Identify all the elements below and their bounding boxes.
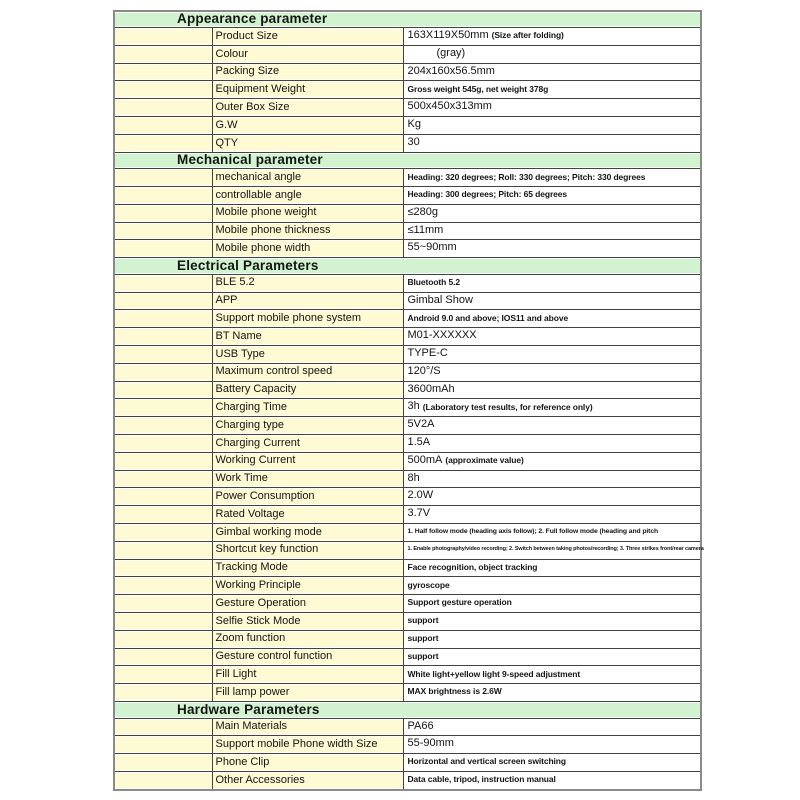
row-value-note: (approximate value) — [445, 455, 524, 466]
spec-row — [114, 435, 701, 453]
row-spacer-cell — [114, 45, 212, 63]
row-value-cell — [403, 292, 701, 310]
row-label: Other Accessories — [212, 771, 403, 789]
spec-table — [113, 10, 702, 791]
row-value-cell — [403, 363, 701, 381]
row-label: BLE 5.2 — [212, 274, 403, 292]
row-label: Power Consumption — [212, 488, 403, 506]
row-value-cell — [403, 612, 701, 630]
row-value: Horizontal and vertical screen switching — [407, 756, 566, 767]
spec-row — [114, 648, 701, 666]
row-spacer-cell — [114, 81, 212, 99]
row-value: Bluetooth 5.2 — [407, 277, 461, 288]
row-label: Product Size — [212, 28, 403, 46]
row-value: 3.7V — [407, 507, 431, 520]
row-label: Gimbal working mode — [212, 524, 403, 542]
row-value: Heading: 300 degrees; Pitch: 65 degrees — [407, 189, 568, 200]
row-spacer-cell — [114, 363, 212, 381]
spec-row — [114, 524, 701, 542]
row-value: White light+yellow light 9-speed adjustment — [407, 668, 581, 679]
row-value: (gray) — [436, 46, 466, 59]
row-spacer-cell — [114, 117, 212, 135]
row-label: G.W — [212, 117, 403, 135]
row-value-cell — [403, 346, 701, 364]
row-spacer-cell — [114, 559, 212, 577]
row-value-cell — [403, 399, 701, 417]
row-value: 500x450x313mm — [407, 100, 492, 113]
row-spacer-cell — [114, 63, 212, 81]
spec-row — [114, 754, 701, 772]
row-spacer-cell — [114, 240, 212, 258]
row-label: Colour — [212, 45, 403, 63]
row-value: 5V2A — [407, 418, 435, 431]
row-value: support — [407, 650, 439, 661]
row-label: Packing Size — [212, 63, 403, 81]
row-value: 120°/S — [407, 364, 441, 377]
row-value-note: (Laboratory test results, for reference only) — [422, 401, 593, 412]
spec-row — [114, 134, 701, 152]
row-spacer-cell — [114, 754, 212, 772]
row-value-cell — [403, 99, 701, 117]
row-spacer-cell — [114, 684, 212, 702]
row-value-cell — [403, 771, 701, 789]
row-label: Charging type — [212, 417, 403, 435]
row-spacer-cell — [114, 346, 212, 364]
row-value: 1.5A — [407, 436, 431, 448]
row-value-cell — [403, 187, 701, 205]
row-spacer-cell — [114, 417, 212, 435]
row-label: Selfie Stick Mode — [212, 612, 403, 630]
row-label: Shortcut key function — [212, 541, 403, 559]
row-value-cell — [403, 630, 701, 648]
spec-row — [114, 417, 701, 435]
row-spacer-cell — [114, 381, 212, 399]
row-value: Face recognition, object tracking — [407, 561, 538, 572]
row-label: Phone Clip — [212, 754, 403, 772]
row-spacer-cell — [114, 470, 212, 488]
row-label: Tracking Mode — [212, 559, 403, 577]
row-spacer-cell — [114, 274, 212, 292]
row-value: 30 — [407, 135, 420, 148]
row-spacer-cell — [114, 399, 212, 417]
section-title: Mechanical parameter — [114, 152, 701, 169]
row-label: Rated Voltage — [212, 506, 403, 524]
row-value-cell — [403, 310, 701, 328]
row-value-cell — [403, 45, 701, 63]
row-value: 8h — [407, 471, 420, 484]
row-spacer-cell — [114, 488, 212, 506]
row-value-cell — [403, 274, 701, 292]
spec-row — [114, 506, 701, 524]
row-label: BT Name — [212, 328, 403, 346]
row-spacer-cell — [114, 736, 212, 754]
spec-row — [114, 630, 701, 648]
row-spacer-cell — [114, 222, 212, 240]
row-value: Gross weight 545g, net weight 378g — [407, 83, 549, 94]
row-value-cell — [403, 595, 701, 613]
row-value-cell — [403, 204, 701, 222]
row-value-cell — [403, 506, 701, 524]
row-value-cell — [403, 684, 701, 702]
section-title: Hardware Parameters — [114, 701, 701, 718]
spec-row — [114, 222, 701, 240]
row-value: 3600mAh — [407, 382, 455, 395]
row-label: Support mobile Phone width Size — [212, 736, 403, 754]
row-value-cell — [403, 754, 701, 772]
row-spacer-cell — [114, 169, 212, 187]
row-value-cell — [403, 488, 701, 506]
row-value: Data cable, tripod, instruction manual — [407, 774, 556, 785]
row-value-cell — [403, 718, 701, 736]
row-value: Android 9.0 and above; IOS11 and above — [407, 312, 569, 323]
row-label: USB Type — [212, 346, 403, 364]
row-value-cell — [403, 470, 701, 488]
row-label: mechanical angle — [212, 169, 403, 187]
spec-row — [114, 99, 701, 117]
row-label: Gesture Operation — [212, 595, 403, 613]
section-title: Electrical Parameters — [114, 258, 701, 275]
row-value-cell — [403, 81, 701, 99]
row-value-cell — [403, 559, 701, 577]
row-label: controllable angle — [212, 187, 403, 205]
row-value: support — [407, 633, 439, 644]
row-value: 55~90mm — [407, 241, 457, 254]
row-value-cell — [403, 666, 701, 684]
row-label: Fill lamp power — [212, 684, 403, 702]
row-value-cell — [403, 328, 701, 346]
row-value: M01-XXXXXX — [407, 329, 477, 342]
row-spacer-cell — [114, 612, 212, 630]
row-value-cell — [403, 28, 701, 46]
row-spacer-cell — [114, 630, 212, 648]
spec-row — [114, 470, 701, 488]
row-value: support — [407, 615, 439, 626]
row-spacer-cell — [114, 328, 212, 346]
row-label: Zoom function — [212, 630, 403, 648]
spec-row — [114, 559, 701, 577]
section-header-row — [114, 11, 701, 28]
row-spacer-cell — [114, 506, 212, 524]
row-value: 55-90mm — [407, 737, 454, 750]
row-value: gyroscope — [407, 579, 450, 590]
row-value: PA66 — [407, 719, 434, 732]
row-spacer-cell — [114, 771, 212, 789]
row-label: Battery Capacity — [212, 381, 403, 399]
row-spacer-cell — [114, 310, 212, 328]
row-value-cell — [403, 381, 701, 399]
spec-row — [114, 612, 701, 630]
section-header-row — [114, 152, 701, 169]
row-spacer-cell — [114, 134, 212, 152]
row-label: Working Principle — [212, 577, 403, 595]
spec-row — [114, 45, 701, 63]
row-label: Mobile phone weight — [212, 204, 403, 222]
spec-row — [114, 117, 701, 135]
row-value-cell — [403, 240, 701, 258]
row-value-cell — [403, 117, 701, 135]
row-spacer-cell — [114, 595, 212, 613]
row-label: Charging Current — [212, 435, 403, 453]
spec-row — [114, 28, 701, 46]
row-value: 163X119X50mm — [407, 29, 489, 42]
row-value: ≤11mm — [407, 223, 444, 236]
row-value: 500mA — [407, 453, 443, 466]
spec-row — [114, 736, 701, 754]
spec-row — [114, 399, 701, 417]
spec-row — [114, 346, 701, 364]
spec-row — [114, 169, 701, 187]
row-value: Heading: 320 degrees; Roll: 330 degrees; Pitch: 330 degrees — [407, 171, 646, 182]
row-spacer-cell — [114, 452, 212, 470]
row-label: Maximum control speed — [212, 363, 403, 381]
row-value: 1. Enable photography/video recording; 2. Switch between taking photos/recording; 3. Three strikes front/rear camera — [407, 545, 704, 552]
spec-row — [114, 81, 701, 99]
spec-row — [114, 381, 701, 399]
row-spacer-cell — [114, 666, 212, 684]
spec-row — [114, 328, 701, 346]
spec-row — [114, 363, 701, 381]
row-value-cell — [403, 452, 701, 470]
row-value-cell — [403, 435, 701, 453]
row-value-cell — [403, 577, 701, 595]
spec-row — [114, 771, 701, 789]
row-value: ≤280g — [407, 205, 439, 218]
spec-row — [114, 577, 701, 595]
row-value: 3h — [407, 400, 420, 413]
row-spacer-cell — [114, 187, 212, 205]
row-value: TYPE-C — [407, 347, 448, 360]
row-value: 204x160x56.5mm — [407, 64, 495, 77]
row-value: Support gesture operation — [407, 597, 512, 608]
row-label: Support mobile phone system — [212, 310, 403, 328]
spec-row — [114, 452, 701, 470]
row-spacer-cell — [114, 28, 212, 46]
spec-row — [114, 541, 701, 559]
row-value-cell — [403, 169, 701, 187]
spec-row — [114, 488, 701, 506]
row-spacer-cell — [114, 524, 212, 542]
row-label: Work Time — [212, 470, 403, 488]
spec-row — [114, 684, 701, 702]
section-header-row — [114, 258, 701, 275]
row-label: Working Current — [212, 452, 403, 470]
row-spacer-cell — [114, 648, 212, 666]
section-header-row — [114, 701, 701, 718]
spec-row — [114, 292, 701, 310]
row-label: Equipment Weight — [212, 81, 403, 99]
row-label: Mobile phone thickness — [212, 222, 403, 240]
row-label: QTY — [212, 134, 403, 152]
row-value-cell — [403, 134, 701, 152]
row-spacer-cell — [114, 292, 212, 310]
spec-row — [114, 718, 701, 736]
row-label: Gesture control function — [212, 648, 403, 666]
row-value-cell — [403, 541, 704, 559]
row-spacer-cell — [114, 99, 212, 117]
row-spacer-cell — [114, 541, 212, 559]
spec-row — [114, 63, 701, 81]
row-value: Kg — [407, 118, 421, 131]
row-value-cell — [403, 222, 701, 240]
row-value-note: (Size after folding) — [491, 30, 564, 41]
row-label: APP — [212, 292, 403, 310]
spec-row — [114, 204, 701, 222]
row-value: Gimbal Show — [407, 293, 473, 306]
row-value: 1. Half follow mode (heading axis follow); 2. Full follow mode (heading and pitch — [407, 528, 659, 536]
row-label: Main Materials — [212, 718, 403, 736]
row-value-cell — [403, 736, 701, 754]
row-value: 2.0W — [407, 489, 434, 502]
row-spacer-cell — [114, 718, 212, 736]
row-label: Mobile phone width — [212, 240, 403, 258]
product-spec-sheet — [113, 10, 702, 791]
spec-row — [114, 310, 701, 328]
spec-row — [114, 595, 701, 613]
row-value-cell — [403, 648, 701, 666]
row-value: MAX brightness is 2.6W — [407, 686, 502, 697]
row-label: Charging Time — [212, 399, 403, 417]
row-value-cell — [403, 417, 701, 435]
section-title: Appearance parameter — [114, 11, 701, 28]
spec-table-body — [114, 11, 704, 790]
spec-row — [114, 240, 701, 258]
row-spacer-cell — [114, 577, 212, 595]
spec-row — [114, 187, 701, 205]
row-spacer-cell — [114, 204, 212, 222]
row-label: Fill Light — [212, 666, 403, 684]
spec-row — [114, 666, 701, 684]
row-label: Outer Box Size — [212, 99, 403, 117]
row-value-cell — [403, 524, 701, 542]
row-value-cell — [403, 63, 701, 81]
spec-row — [114, 274, 701, 292]
row-spacer-cell — [114, 435, 212, 453]
